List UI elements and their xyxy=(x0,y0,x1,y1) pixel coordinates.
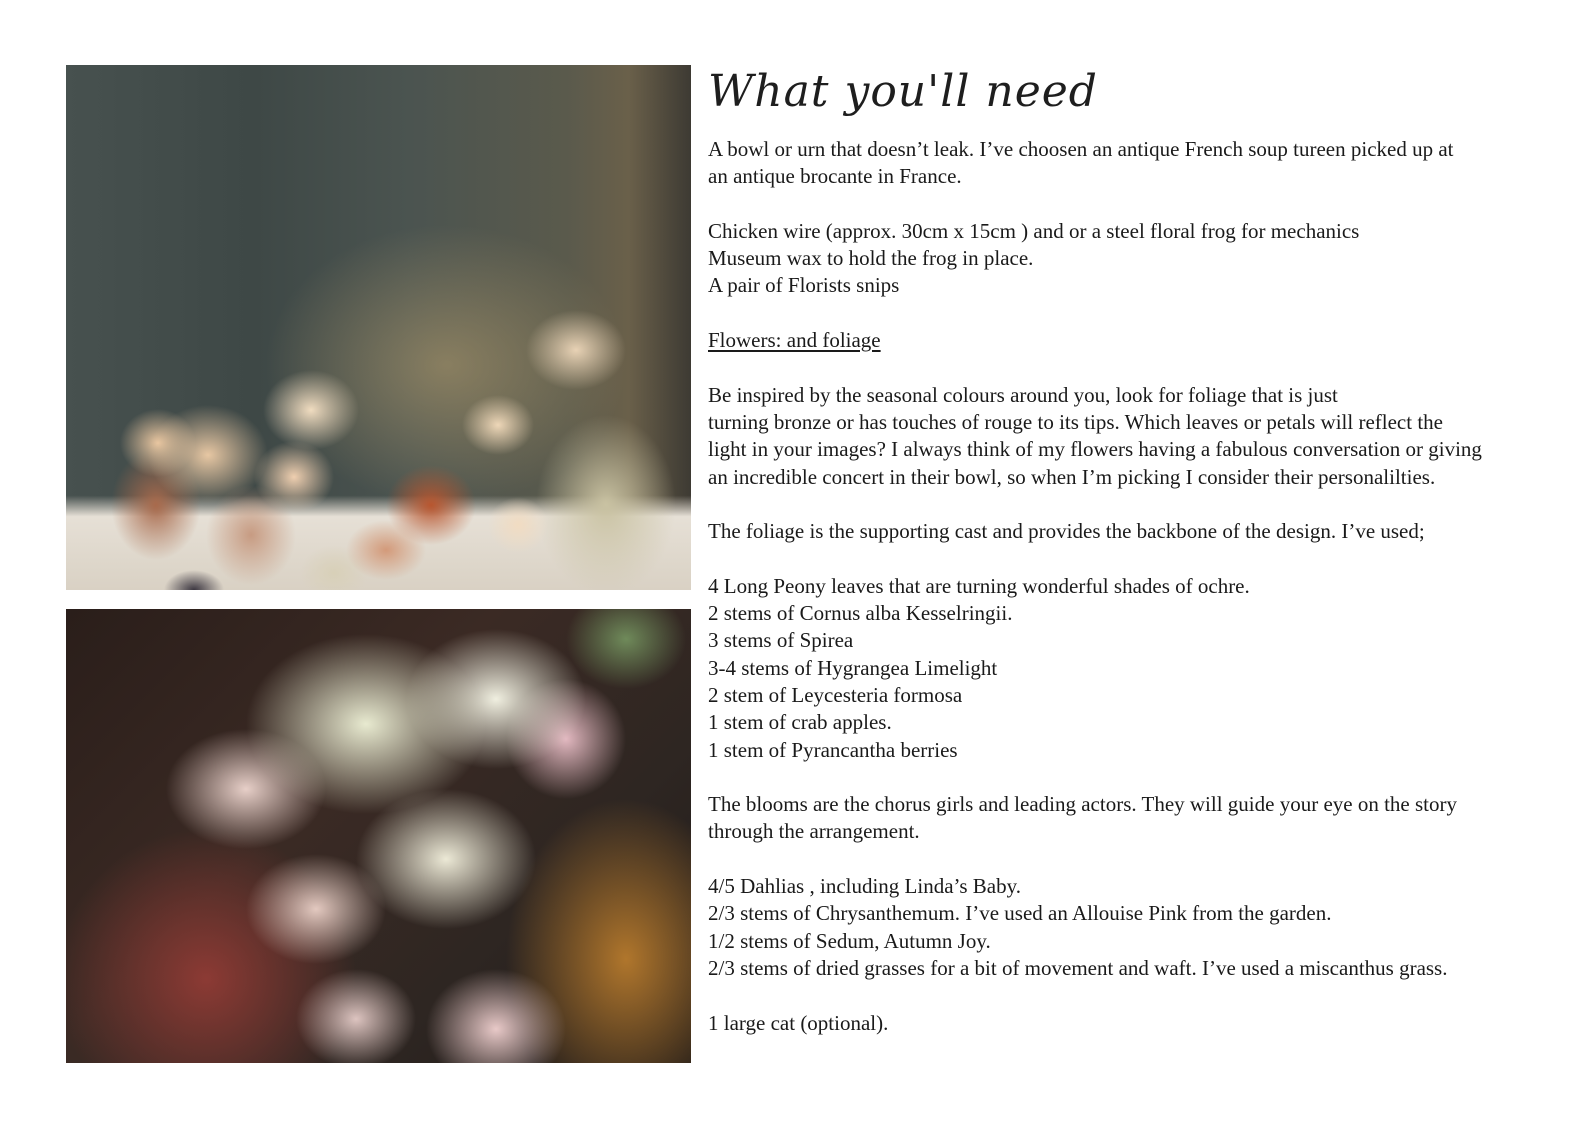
list-item: 1/2 stems of Sedum, Autumn Joy. xyxy=(708,928,991,953)
list-item: 3 stems of Spirea xyxy=(708,628,854,653)
foliage-list xyxy=(708,573,1548,764)
list-item: 2/3 stems of Chrysanthemum. I’ve used an Allouise Pink from the garden. xyxy=(708,901,1332,926)
inspiration-paragraph xyxy=(708,382,1548,491)
section-heading: Flowers: and foliage xyxy=(708,328,881,353)
list-item: 2/3 stems of dried grasses for a bit of movement and waft. I’ve used a miscanthus grass. xyxy=(708,955,1448,980)
text-line: The blooms are the chorus girls and leading actors. They will guide your eye on the story xyxy=(708,792,1458,817)
container-paragraph xyxy=(708,136,1548,191)
text-line: The foliage is the supporting cast and provides the backbone of the design. I’ve used; xyxy=(708,519,1425,544)
hydrangea-closeup-photo xyxy=(66,609,691,1063)
text-line: an antique brocante in France. xyxy=(708,164,962,189)
still-life-flowers-photo xyxy=(66,65,691,590)
closing-line xyxy=(708,1010,1548,1037)
list-item: 4 Long Peony leaves that are turning wonderful shades of ochre. xyxy=(708,573,1250,598)
text-line: turning bronze or has touches of rouge to its tips. Which leaves or petals will reflect the xyxy=(708,409,1443,434)
list-item: 4/5 Dahlias , including Linda’s Baby. xyxy=(708,874,1022,899)
list-item: 1 stem of crab apples. xyxy=(708,710,892,735)
list-item: Chicken wire (approx. 30cm x 15cm ) and or a steel floral frog for mechanics xyxy=(708,218,1360,243)
text-line: 1 large cat (optional). xyxy=(708,1010,889,1035)
list-item: 2 stem of Leycesteria formosa xyxy=(708,682,963,707)
list-item: A pair of Florists snips xyxy=(708,273,900,298)
mechanics-list xyxy=(708,218,1548,300)
list-item: 3-4 stems of Hygrangea Limelight xyxy=(708,655,998,680)
materials-text-column xyxy=(708,60,1548,1037)
foliage-intro xyxy=(708,518,1548,545)
text-line: light in your images? I always think of my flowers having a fabulous conversation or giving xyxy=(708,437,1482,462)
list-item: Museum wax to hold the frog in place. xyxy=(708,246,1034,271)
page-title: What you'll need xyxy=(708,66,1098,117)
list-item: 2 stems of Cornus alba Kesselringii. xyxy=(708,601,1013,626)
text-line: A bowl or urn that doesn’t leak. I’ve choosen an antique French soup tureen picked up at xyxy=(708,137,1454,161)
text-line: Be inspired by the seasonal colours around you, look for foliage that is just xyxy=(708,382,1338,407)
list-item: 1 stem of Pyrancantha berries xyxy=(708,737,958,762)
blooms-list xyxy=(708,873,1548,982)
text-line: an incredible concert in their bowl, so when I’m picking I consider their personalilties. xyxy=(708,464,1436,489)
text-line: through the arrangement. xyxy=(708,819,920,844)
blooms-intro xyxy=(708,791,1548,846)
section-heading-paragraph xyxy=(708,327,1548,354)
